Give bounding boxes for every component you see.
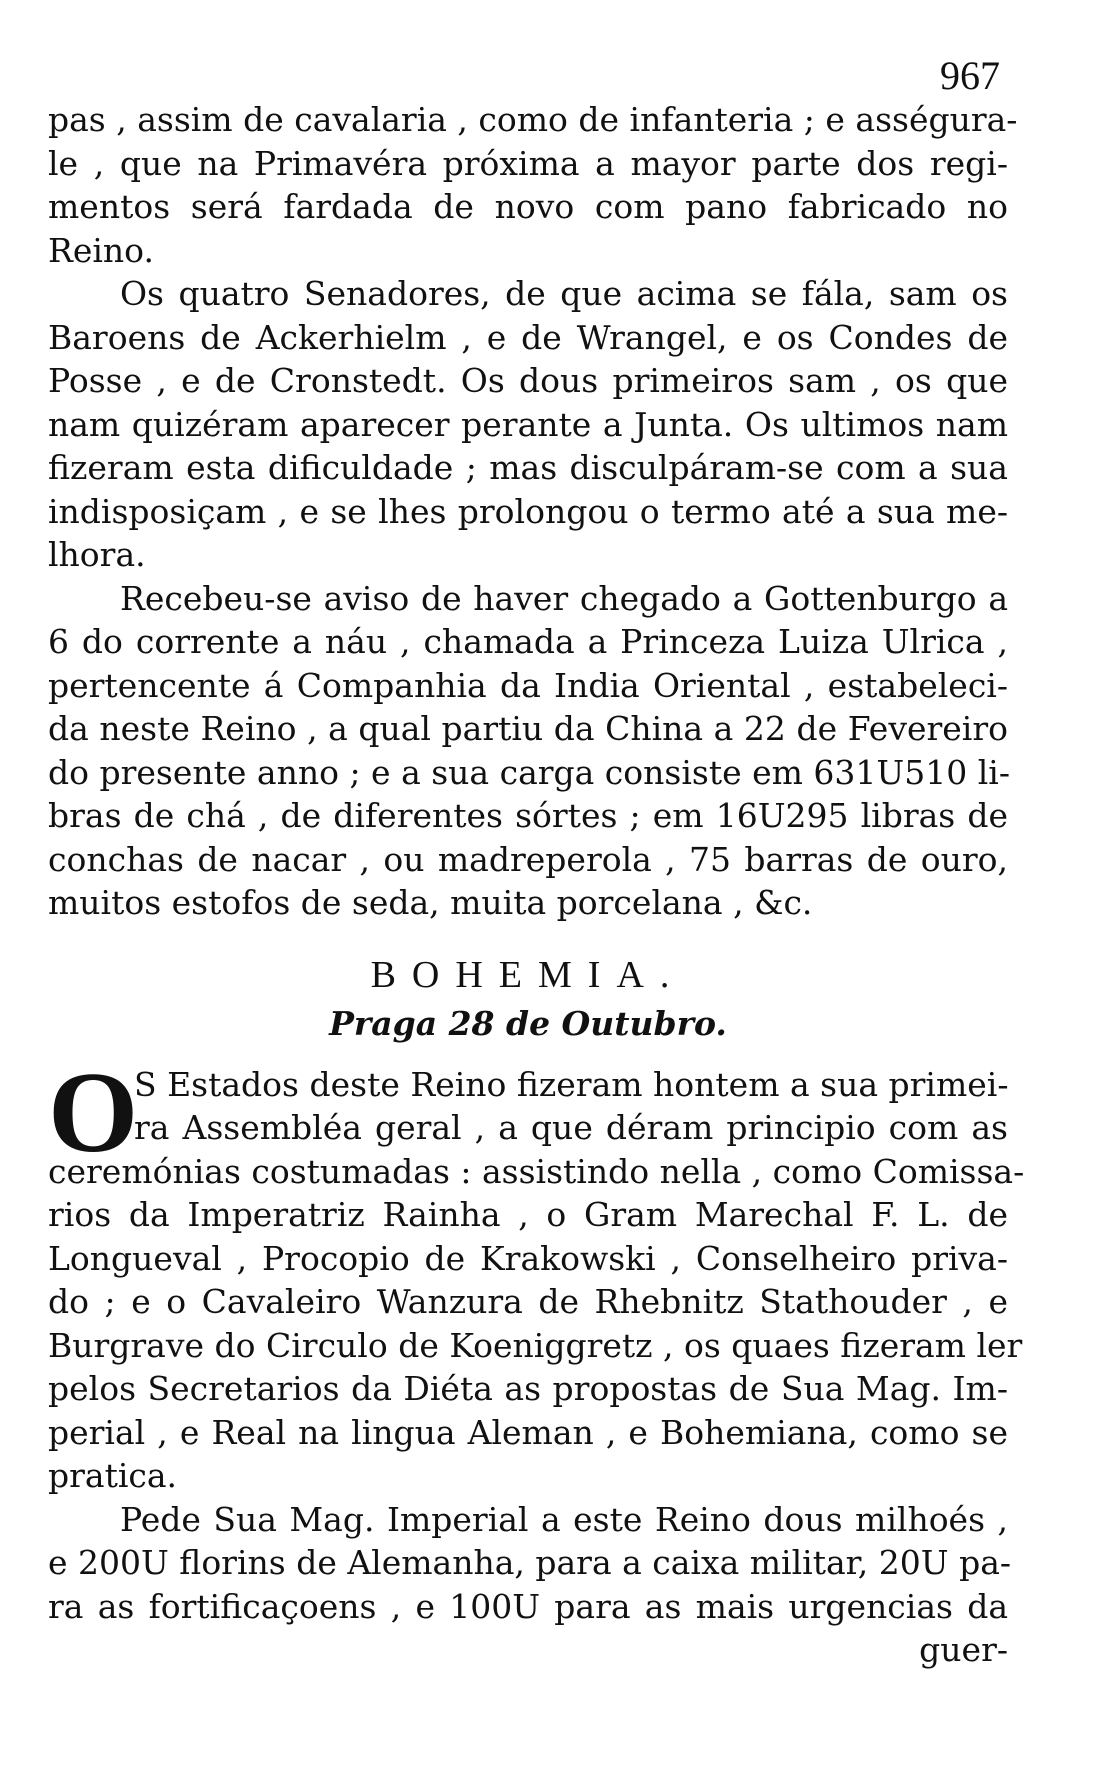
text-line: pratica.: [48, 1456, 178, 1495]
text-line: rios da Imperatriz Rainha , o Gram Marechal F. L. de: [48, 1195, 1008, 1234]
paragraph: [48, 1498, 1012, 1629]
text-line: Posse , e de Cronstedt. Os dous primeiros sam , os que: [48, 361, 1008, 400]
text-line: fizeram esta dificuldade ; mas disculpáram-se com a sua: [48, 448, 1008, 487]
text-line: indisposiçam , e se lhes prolongou o termo até a sua me-: [48, 491, 1008, 531]
text-line: pas , assim de cavalaria , como de infanteria ; e asségura-: [48, 100, 1018, 139]
text-line: Longueval , Procopio de Krakowski , Conselheiro priva-: [48, 1238, 1008, 1278]
text-line: Pede Sua Mag. Imperial a este Reino dous milhoés ,: [120, 1499, 1008, 1539]
catchword: guer-: [919, 1630, 1008, 1669]
text-line: Os quatro Senadores, de que acima se fála, sam os: [120, 274, 1008, 313]
text-line: da neste Reino , a qual partiu da China a 22 de Fevereiro: [48, 709, 1008, 748]
text-line: ra Assembléa geral , a que déram principio com as: [134, 1108, 1008, 1147]
section-heading: BOHEMIA.: [370, 953, 686, 996]
text-line: mentos será fardada de novo com pano fabricado no: [48, 187, 1008, 226]
text-line: Baroens de Ackerhielm , e de Wrangel, e os Condes de: [48, 317, 1008, 357]
text-block: [48, 98, 1025, 1671]
text-line: Burgrave do Circulo de Koeniggretz , os quaes fizeram ler: [48, 1325, 1023, 1365]
text-line: Recebeu-se aviso de haver chegado a Gottenburgo a: [120, 578, 1008, 618]
text-line: muitos estofos de seda, muita porcelana , &c.: [48, 883, 813, 922]
text-line: bras de chá , de diferentes sórtes ; em 16U295 libras de: [48, 796, 1008, 835]
text-line: le , que na Primavéra próxima a mayor parte dos regi-: [48, 143, 1008, 183]
text-line: ra as fortificaçoens , e 100U para as mais urgencias da: [48, 1586, 1008, 1626]
text-line: ceremónias costumadas : assistindo nella , como Comissa-: [48, 1151, 1025, 1191]
page-number: 967: [940, 53, 1000, 98]
text-line: nam quizéram aparecer perante a Junta. Os ultimos nam: [48, 404, 1008, 444]
text-line: do ; e o Cavaleiro Wanzura de Rhebnitz Stathouder , e: [48, 1282, 1008, 1321]
text-line: conchas de nacar , ou madreperola , 75 barras de ouro,: [48, 839, 1008, 879]
text-line: lhora.: [48, 535, 146, 574]
text-line: pertencente á Companhia da India Oriental , estabeleci-: [48, 665, 1008, 705]
text-line: e 200U florins de Alemanha, para a caixa militar, 20U pa-: [48, 1543, 1012, 1582]
text-line: perial , e Real na lingua Aleman , e Bohemiana, como se: [48, 1412, 1008, 1452]
text-line: Reino.: [48, 230, 154, 270]
paragraph: [48, 1048, 1025, 1498]
drop-cap: O: [48, 1048, 139, 1177]
paragraph: [48, 272, 1008, 577]
text-line: pelos Secretarios da Diéta as propostas de Sua Mag. Im-: [48, 1369, 1008, 1408]
text-line: 6 do corrente a náu , chamada a Princeza Luiza Ulrica ,: [48, 622, 1008, 661]
paragraph: [48, 98, 1018, 272]
text-line: S Estados deste Reino fizeram hontem a sua primei-: [134, 1064, 1009, 1104]
paragraph: [48, 577, 1008, 925]
dateline: Praga 28 de Outubro.: [329, 1003, 727, 1043]
text-line: do presente anno ; e a sua carga consiste em 631U510 li-: [48, 752, 1010, 792]
